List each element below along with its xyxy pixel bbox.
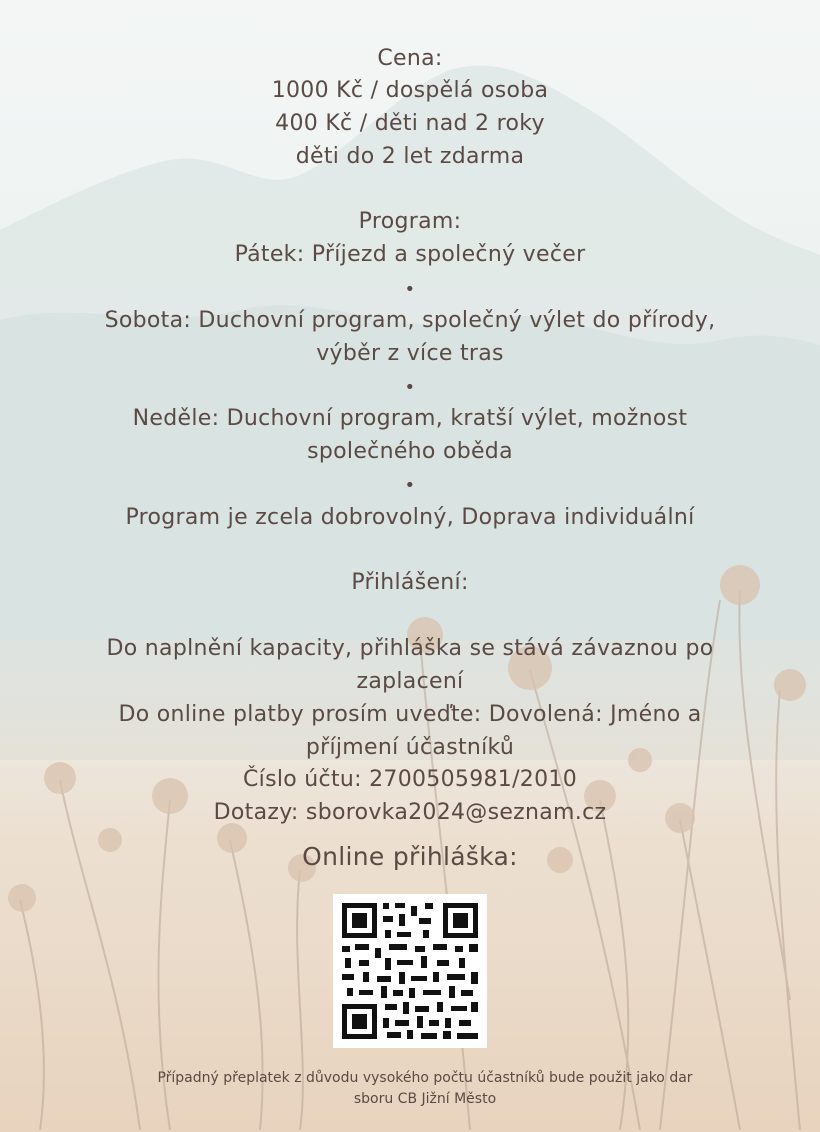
qr-code[interactable] <box>333 894 487 1048</box>
registration-account: Číslo účtu: 2700505981/2010 <box>243 767 577 792</box>
registration-payment-1: Do online platby prosím uveďte: Dovolená: Jméno a <box>118 702 702 727</box>
price-infant: děti do 2 let zdarma <box>295 144 525 169</box>
program-saturday-1: Sobota: Duchovní program, společný výlet do přírody, <box>104 308 716 333</box>
program-friday: Pátek: Příjezd a společný večer <box>234 242 586 267</box>
program-bullet-2: • <box>404 377 416 398</box>
program-bullet-3: • <box>404 475 416 496</box>
registration-payment-2: příjmení účastníků <box>305 735 515 760</box>
price-child: 400 Kč / děti nad 2 roky <box>275 111 545 136</box>
price-adult: 1000 Kč / dospělá osoba <box>271 78 549 103</box>
footnote-line-2: sboru CB Jižní Město <box>353 1091 497 1107</box>
online-registration-heading: Online přihláška: <box>302 842 518 871</box>
program-saturday-2: výběr z více tras <box>316 341 504 366</box>
program-note: Program je zcela dobrovolný, Doprava individuální <box>125 505 695 530</box>
registration-questions[interactable]: Dotazy: sborovka2024@seznam.cz <box>213 800 607 825</box>
registration-heading: Přihlášení: <box>351 570 469 595</box>
registration-capacity-1: Do naplnění kapacity, přihláška se stává závaznou po <box>106 636 714 661</box>
footnote-line-1: Případný přeplatek z důvodu vysokého počtu účastníků bude použit jako dar <box>157 1070 693 1086</box>
program-sunday-1: Neděle: Duchovní program, kratší výlet, možnost <box>132 406 688 431</box>
registration-capacity-2: zaplacení <box>356 669 464 694</box>
program-sunday-2: společného oběda <box>307 439 513 464</box>
program-bullet-1: • <box>404 279 416 300</box>
price-heading: Cena: <box>377 46 443 71</box>
program-heading: Program: <box>358 209 462 234</box>
